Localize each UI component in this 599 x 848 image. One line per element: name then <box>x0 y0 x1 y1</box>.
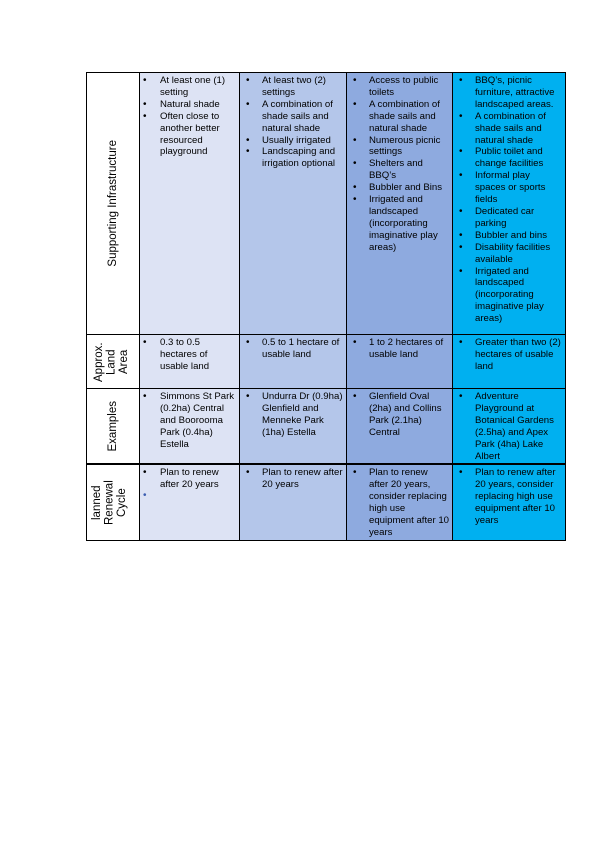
list-item: • Bubbler and bins <box>455 230 562 242</box>
playground-hierarchy-table <box>86 72 566 541</box>
bullet-list <box>242 75 343 170</box>
bullet-list <box>349 467 449 538</box>
bullet-list <box>455 337 562 373</box>
list-item: • Plan to renew after 20 years, consider replacing high use equipment after 10 years <box>455 467 562 527</box>
list-item: • Landscaping and irrigation optional <box>242 146 343 170</box>
table-row <box>87 464 566 540</box>
row-label: Examples <box>106 400 119 452</box>
list-item: • Natural shade <box>142 99 236 111</box>
row-header <box>87 464 140 540</box>
list-item: • Disability facilities available <box>455 242 562 266</box>
bullet-list <box>455 75 562 325</box>
list-item: • Irrigated and landscaped (incorporating imaginative play areas) <box>349 194 449 254</box>
bullet-list <box>455 391 562 462</box>
row-header <box>87 389 140 465</box>
table-cell <box>140 464 240 540</box>
row-label: lanned Renewal Cycle <box>91 480 128 526</box>
list-item: • At least two (2) settings <box>242 75 343 99</box>
list-item: • Plan to renew after 20 years <box>142 467 236 491</box>
list-item: • Dedicated car parking <box>455 206 562 230</box>
list-item: • Usually irrigated <box>242 135 343 147</box>
bullet-list <box>142 75 236 158</box>
table-cell <box>240 389 347 465</box>
table-cell <box>240 335 347 389</box>
list-item: • A combination of shade sails and natural shade <box>349 99 449 135</box>
list-item: • At least one (1) setting <box>142 75 236 99</box>
bullet-list <box>242 337 343 361</box>
table-row <box>87 389 566 465</box>
list-item: • Informal play spaces or sports fields <box>455 170 562 206</box>
list-item: • Numerous picnic settings <box>349 135 449 159</box>
bullet-list <box>349 75 449 254</box>
table-cell <box>453 73 566 335</box>
bullet-list <box>142 337 236 373</box>
bullet-icon: • <box>143 490 147 502</box>
list-item: • Often close to another better resourced playground <box>142 111 236 159</box>
list-item: • Public toilet and change facilities <box>455 146 562 170</box>
table-row <box>87 73 566 335</box>
table-cell <box>453 464 566 540</box>
bullet-list <box>349 391 449 439</box>
table-cell <box>347 335 453 389</box>
table-cell <box>347 464 453 540</box>
list-item: • Shelters and BBQ’s <box>349 158 449 182</box>
table-cell <box>240 73 347 335</box>
list-item: • Irrigated and landscaped (incorporating imaginative play areas) <box>455 266 562 326</box>
list-item: • 1 to 2 hectares of usable land <box>349 337 449 361</box>
bullet-list <box>242 391 343 439</box>
table-cell <box>240 464 347 540</box>
list-item: • 0.3 to 0.5 hectares of usable land <box>142 337 236 373</box>
list-item: • Greater than two (2) hectares of usable land <box>455 337 562 373</box>
row-header <box>87 73 140 335</box>
list-item: • Glenfield Oval (2ha) and Collins Park (2.1ha) Central <box>349 391 449 439</box>
table-cell <box>347 389 453 465</box>
list-item: • A combination of shade sails and natural shade <box>455 111 562 147</box>
list-item: • Plan to renew after 20 years <box>242 467 343 491</box>
bullet-list <box>242 467 343 491</box>
list-item: • BBQ’s, picnic furniture, attractive landscaped areas. <box>455 75 562 111</box>
row-header <box>87 335 140 389</box>
table-row <box>87 335 566 389</box>
list-item: • Simmons St Park (0.2ha) Central and Boorooma Park (0.4ha) Estella <box>142 391 236 451</box>
bullet-list <box>142 467 236 491</box>
table-cell <box>453 335 566 389</box>
list-item: • A combination of shade sails and natural shade <box>242 99 343 135</box>
bullet-list <box>349 337 449 361</box>
row-label: Approx. Land Area <box>93 341 130 382</box>
table-cell <box>140 335 240 389</box>
list-item: • Adventure Playground at Botanical Gardens (2.5ha) and Apex Park (4ha) Lake Albert <box>455 391 562 462</box>
list-item: • Access to public toilets <box>349 75 449 99</box>
table-cell <box>140 73 240 335</box>
list-item: • Undurra Dr (0.9ha) Glenfield and Menneke Park (1ha) Estella <box>242 391 343 439</box>
bullet-list <box>142 391 236 451</box>
list-item: • Bubbler and Bins <box>349 182 449 194</box>
list-item: • Plan to renew after 20 years, consider replacing high use equipment after 10 years <box>349 467 449 538</box>
list-item: • 0.5 to 1 hectare of usable land <box>242 337 343 361</box>
bullet-list <box>455 467 562 527</box>
table-cell <box>347 73 453 335</box>
row-label: Supporting Infrastructure <box>106 140 119 267</box>
table-cell <box>453 389 566 465</box>
table-cell <box>140 389 240 465</box>
